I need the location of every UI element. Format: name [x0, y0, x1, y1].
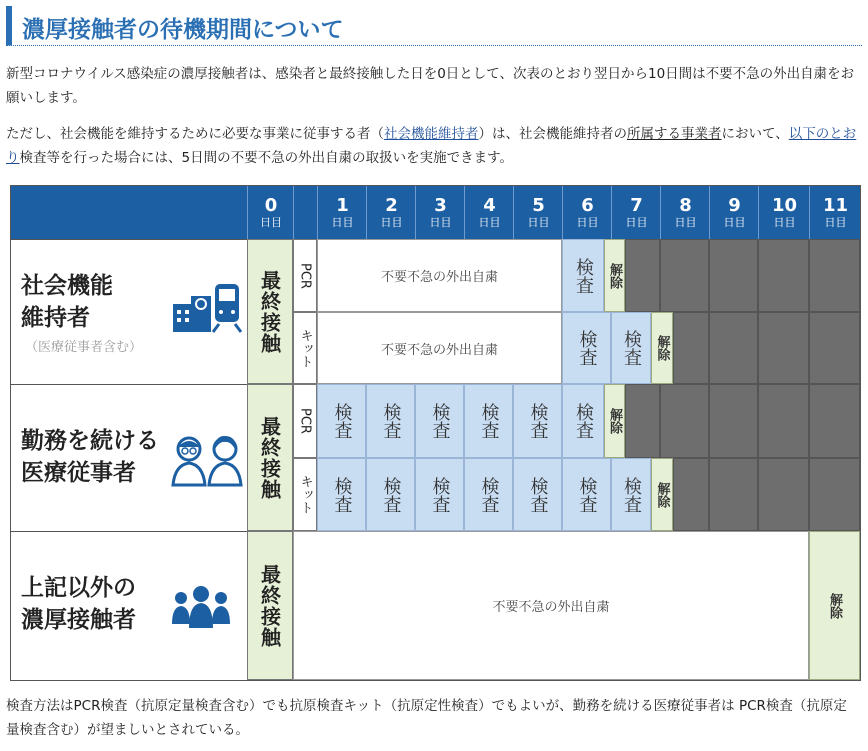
page-heading — [6, 6, 862, 46]
stay-home-cell: 不要不急の外出自粛 — [317, 239, 562, 312]
last-contact-cell: 最終接触 — [247, 239, 293, 384]
blocked-cell — [709, 458, 758, 531]
day-number: 7 — [630, 195, 643, 216]
row-label-other-contacts — [11, 531, 247, 681]
test-cell: 検査 — [317, 384, 366, 458]
method-kit: キット — [293, 458, 317, 531]
quarantine-table — [10, 185, 861, 681]
blocked-cell — [758, 458, 809, 531]
day-header-6 — [562, 186, 612, 239]
day-unit: 日目 — [380, 216, 403, 229]
last-contact-cell: 最終接触 — [247, 384, 293, 531]
building-train-icon — [167, 282, 245, 334]
people-group-icon — [171, 584, 231, 628]
row-label-line2: 医療従事者 — [21, 460, 136, 486]
day-header-1 — [317, 186, 367, 239]
intro-text-b: ）は、社会機能維持者の — [478, 126, 627, 142]
blocked-cell — [625, 384, 660, 458]
day-header-2 — [366, 186, 416, 239]
test-cell: 検査 — [611, 312, 651, 384]
intro-text-a: ただし、社会機能を維持するために必要な事業に従事する者（ — [6, 126, 384, 142]
release-cell: 解除 — [651, 312, 673, 384]
test-cell: 検査 — [415, 458, 464, 531]
blocked-cell — [673, 312, 709, 384]
day-header-7 — [611, 186, 661, 239]
day-number: 0 — [264, 195, 278, 216]
row-label-line2: 維持者 — [21, 305, 90, 331]
day-number: 3 — [434, 195, 447, 216]
day-number: 2 — [385, 195, 398, 216]
day-unit: 日目 — [625, 216, 648, 229]
test-cell: 検査 — [562, 458, 611, 531]
blocked-cell — [758, 312, 809, 384]
test-cell: 検査 — [464, 458, 513, 531]
intro-paragraph-1: 新型コロナウイルス感染症の濃厚接触者は、感染者と最終接触した日を0日として、次表のとおり翌日から10日間は不要不急の外出自粛をお願いします。 — [6, 66, 855, 106]
row-label-line1: 社会機能 — [21, 273, 113, 299]
row-label-medical-workers — [11, 384, 247, 532]
blocked-cell — [673, 458, 709, 531]
test-cell: 検査 — [562, 384, 604, 458]
blocked-cell — [709, 312, 758, 384]
day-header-5 — [513, 186, 563, 239]
day-number: 10 — [771, 195, 798, 216]
test-cell: 検査 — [513, 384, 562, 458]
stay-home-cell: 不要不急の外出自粛 — [317, 312, 562, 384]
day-number: 5 — [532, 195, 545, 216]
method-pcr: PCR — [293, 239, 317, 312]
day-unit: 日目 — [527, 216, 550, 229]
day-header-blank — [293, 186, 318, 239]
day-unit: 日目 — [773, 216, 796, 229]
day-header-0 — [247, 186, 294, 239]
intro-text-d: 検査等を行った場合には、5日間の不要不急の外出自粛の取扱いを実施できます。 — [19, 150, 514, 166]
test-cell: 検査 — [317, 458, 366, 531]
blocked-cell — [709, 384, 758, 458]
day-unit: 日目 — [723, 216, 746, 229]
row-label-line2: 濃厚接触者 — [21, 607, 136, 633]
day-number: 4 — [483, 195, 496, 216]
release-cell: 解除 — [604, 239, 625, 312]
day-number: 11 — [822, 195, 849, 216]
link-social-function-workers[interactable]: 社会機能維持者 — [384, 126, 479, 142]
day-header-11 — [809, 186, 861, 239]
row-label-line1: 勤務を続ける — [21, 428, 159, 454]
test-cell: 検査 — [366, 458, 415, 531]
link-affiliated-business[interactable]: 所属する事業者 — [627, 126, 722, 142]
day-header-9 — [709, 186, 759, 239]
page-title: 濃厚接触者の待機期間について — [22, 17, 344, 43]
test-cell: 検査 — [611, 458, 651, 531]
day-unit: 日目 — [674, 216, 697, 229]
day-unit: 日目 — [429, 216, 452, 229]
day-header-3 — [415, 186, 465, 239]
stay-home-cell: 不要不急の外出自粛 — [293, 531, 809, 680]
day-number: 9 — [728, 195, 741, 216]
blocked-cell — [809, 239, 860, 312]
day-header-4 — [464, 186, 514, 239]
table-header — [11, 186, 860, 239]
medical-staff-icon — [171, 433, 245, 487]
method-kit: キット — [293, 312, 317, 384]
blocked-cell — [809, 384, 860, 458]
link-as-follows[interactable]: 以下のとおり — [6, 126, 857, 166]
blocked-cell — [809, 458, 860, 531]
blocked-cell — [809, 312, 860, 384]
blocked-cell — [758, 239, 809, 312]
day-unit: 日目 — [576, 216, 599, 229]
blocked-cell — [758, 384, 809, 458]
blocked-cell — [660, 239, 709, 312]
method-pcr: PCR — [293, 384, 317, 458]
row-label-social-function — [11, 239, 247, 385]
test-cell: 検査 — [562, 239, 604, 312]
release-cell: 解除 — [809, 531, 860, 680]
day-number: 1 — [336, 195, 349, 216]
day-unit: 日目 — [331, 216, 354, 229]
day-unit: 日目 — [260, 216, 282, 229]
test-cell: 検査 — [513, 458, 562, 531]
day-unit: 日目 — [824, 216, 847, 229]
intro-paragraph-2 — [6, 122, 858, 170]
blocked-cell — [709, 239, 758, 312]
day-header-8 — [660, 186, 710, 239]
row-label-sub: （医療従事者含む） — [25, 340, 143, 355]
release-cell: 解除 — [651, 458, 673, 531]
last-contact-cell: 最終接触 — [247, 531, 293, 680]
intro-text-c: において、 — [721, 126, 789, 142]
day-number: 8 — [679, 195, 692, 216]
blocked-cell — [625, 239, 660, 312]
test-cell: 検査 — [415, 384, 464, 458]
footer-note: 検査方法はPCR検査（抗原定量検査含む）でも抗原検査キット（抗原定性検査）でもよいが、勤務を続ける医療従事者は PCR検査（抗原定量検査含む）が望ましいとされている。 — [6, 698, 847, 738]
blocked-cell — [660, 384, 709, 458]
test-cell: 検査 — [366, 384, 415, 458]
release-cell: 解除 — [604, 384, 625, 458]
test-cell: 検査 — [562, 312, 611, 384]
day-unit: 日目 — [478, 216, 501, 229]
day-header-10 — [758, 186, 810, 239]
row-label-line1: 上記以外の — [21, 575, 136, 601]
day-number: 6 — [581, 195, 594, 216]
test-cell: 検査 — [464, 384, 513, 458]
